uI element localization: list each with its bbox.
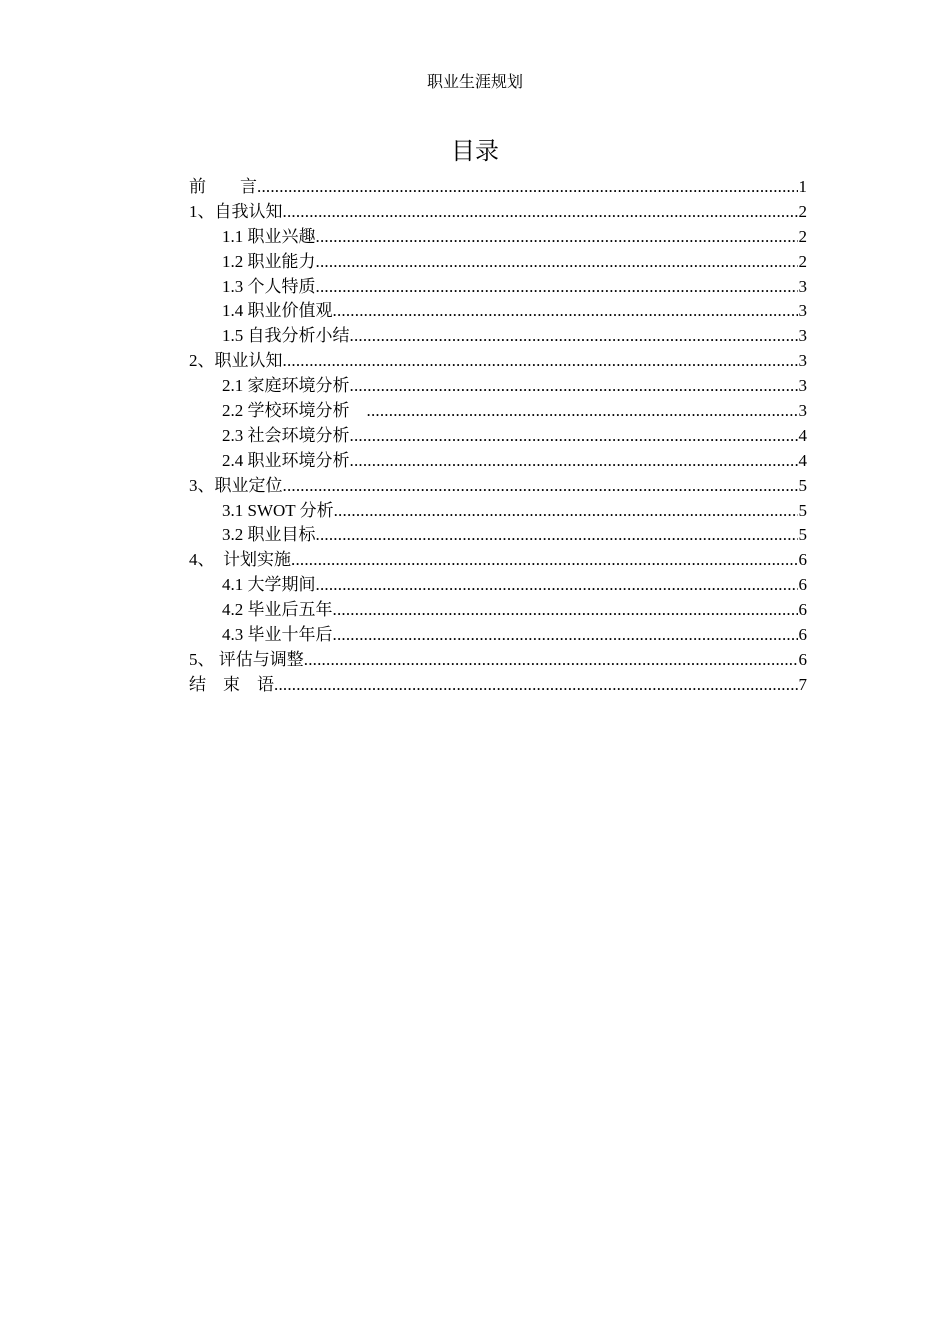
toc-entry-label: 2、职业认知 <box>189 351 283 371</box>
toc-entry[interactable] <box>189 175 807 200</box>
toc-entry-page-number: 7 <box>798 674 807 694</box>
toc-entry-page-number: 5 <box>798 475 807 495</box>
toc-dot-leader <box>283 349 798 374</box>
toc-dot-leader <box>291 548 798 573</box>
toc-entry[interactable] <box>189 523 807 548</box>
toc-entry[interactable] <box>189 548 807 573</box>
toc-dot-leader <box>316 275 798 300</box>
toc-entry-label: 2.4 职业环境分析 <box>222 450 350 470</box>
toc-entry-page-number: 4 <box>798 425 807 445</box>
toc-entry[interactable] <box>189 200 807 225</box>
toc-entry-label: 1.3 个人特质 <box>222 276 316 296</box>
toc-entry-label: 3.2 职业目标 <box>222 525 316 545</box>
page-header: 职业生涯规划 <box>426 72 523 91</box>
toc-entry[interactable] <box>189 424 807 449</box>
toc-entry-page-number: 3 <box>798 351 807 371</box>
toc-dot-leader <box>283 474 798 499</box>
toc-dot-leader <box>304 648 798 673</box>
toc-entry[interactable] <box>189 673 807 698</box>
toc-entry[interactable] <box>189 324 807 349</box>
toc-entry[interactable] <box>189 374 807 399</box>
toc-entry-page-number: 2 <box>798 251 807 271</box>
toc-entry-page-number: 6 <box>798 600 807 620</box>
toc-entry-label: 1.4 职业价值观 <box>222 301 333 321</box>
toc-entry[interactable] <box>189 648 807 673</box>
toc-entry-label: 3.1 SWOT 分析 <box>222 500 334 520</box>
toc-entry[interactable] <box>189 399 807 424</box>
toc-dot-leader <box>316 250 798 275</box>
toc-entry-label: 4.3 毕业十年后 <box>222 625 333 645</box>
table-of-contents <box>189 175 807 698</box>
toc-entry[interactable] <box>189 474 807 499</box>
toc-dot-leader <box>333 623 798 648</box>
toc-entry-page-number: 4 <box>798 450 807 470</box>
toc-dot-leader <box>316 225 798 250</box>
toc-dot-leader <box>334 499 798 524</box>
toc-entry-label: 2.3 社会环境分析 <box>222 425 350 445</box>
toc-dot-leader <box>316 523 798 548</box>
toc-entry-label: 2.1 家庭环境分析 <box>222 376 350 396</box>
toc-dot-leader <box>350 324 798 349</box>
toc-entry-page-number: 3 <box>798 276 807 296</box>
toc-entry-label: 4.2 毕业后五年 <box>222 600 333 620</box>
toc-dot-leader <box>283 200 798 225</box>
toc-entry-label: 4、 计划实施 <box>189 550 291 570</box>
toc-dot-leader <box>316 573 798 598</box>
toc-entry[interactable] <box>189 499 807 524</box>
toc-entry-label: 5、 评估与调整 <box>189 649 304 669</box>
toc-dot-leader <box>350 424 798 449</box>
toc-entry[interactable] <box>189 225 807 250</box>
toc-entry[interactable] <box>189 573 807 598</box>
toc-entry-label: 1.2 职业能力 <box>222 251 316 271</box>
toc-dot-leader <box>274 673 798 698</box>
toc-dot-leader <box>367 399 798 424</box>
toc-dot-leader <box>350 449 798 474</box>
toc-entry-label: 结 束 语 <box>189 674 274 694</box>
toc-entry-page-number: 3 <box>798 376 807 396</box>
toc-entry-page-number: 6 <box>798 625 807 645</box>
toc-entry-page-number: 5 <box>798 525 807 545</box>
toc-entry-page-number: 5 <box>798 500 807 520</box>
toc-entry[interactable] <box>189 299 807 324</box>
toc-entry-page-number: 1 <box>798 177 807 196</box>
toc-entry-page-number: 3 <box>798 401 807 421</box>
toc-dot-leader <box>350 374 798 399</box>
toc-entry-label: 2.2 学校环境分析 <box>222 401 367 421</box>
toc-dot-leader <box>257 175 798 200</box>
toc-entry-label: 3、职业定位 <box>189 475 283 495</box>
toc-entry-page-number: 3 <box>798 301 807 321</box>
toc-entry-page-number: 3 <box>798 326 807 346</box>
toc-entry[interactable] <box>189 250 807 275</box>
toc-entry[interactable] <box>189 349 807 374</box>
toc-entry-label: 前 言 <box>189 177 257 196</box>
toc-entry-label: 1.5 自我分析小结 <box>222 326 350 346</box>
toc-entry[interactable] <box>189 598 807 623</box>
toc-title: 目录 <box>451 137 499 165</box>
toc-entry-page-number: 2 <box>798 201 807 221</box>
toc-entry[interactable] <box>189 449 807 474</box>
toc-entry-page-number: 2 <box>798 226 807 246</box>
toc-entry-page-number: 6 <box>798 649 807 669</box>
toc-entry-label: 1.1 职业兴趣 <box>222 226 316 246</box>
toc-dot-leader <box>333 299 798 324</box>
toc-entry-label: 1、自我认知 <box>189 201 283 221</box>
toc-entry-label: 4.1 大学期间 <box>222 575 316 595</box>
toc-entry[interactable] <box>189 623 807 648</box>
toc-entry-page-number: 6 <box>798 550 807 570</box>
toc-dot-leader <box>333 598 798 623</box>
toc-entry-page-number: 6 <box>798 575 807 595</box>
toc-entry[interactable] <box>189 275 807 300</box>
